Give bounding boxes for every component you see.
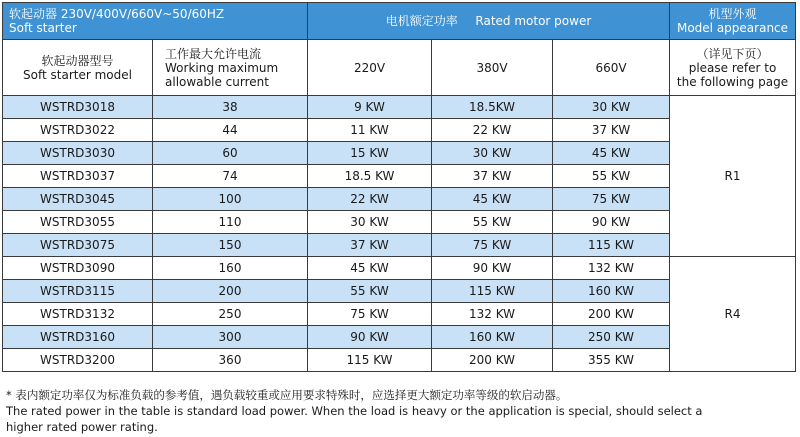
- header-row-sub: [3, 40, 796, 96]
- soft-starter-header-cn: 软起动器 230V/400V/660V~50/60HZ: [9, 7, 225, 21]
- power-380-cell: 115 KW: [432, 280, 553, 303]
- model-header-cn: 软起动器型号: [41, 53, 114, 68]
- power-660-cell: 37 KW: [553, 119, 670, 142]
- power-660-cell: 55 KW: [553, 165, 670, 188]
- current-header-cn: 工作最大允许电流: [165, 46, 262, 61]
- power-660-cell: 200 KW: [553, 303, 670, 326]
- power-380-cell: 75 KW: [432, 234, 553, 257]
- soft-starter-spec-table: [2, 2, 796, 372]
- power-380-cell: 200 KW: [432, 349, 553, 372]
- power-220-cell: 55 KW: [308, 280, 432, 303]
- model-cell: WSTRD3018: [3, 96, 153, 119]
- power-380-cell: 45 KW: [432, 188, 553, 211]
- soft-starter-header: [3, 3, 308, 40]
- table-row: [3, 257, 796, 280]
- model-cell: WSTRD3022: [3, 119, 153, 142]
- current-cell: 200: [153, 280, 308, 303]
- appearance-header-cn: 机型外观: [708, 7, 757, 21]
- power-380-cell: 160 KW: [432, 326, 553, 349]
- power-660-cell: 75 KW: [553, 188, 670, 211]
- appearance-r1-cell: R1: [670, 96, 796, 257]
- current-cell: 38: [153, 96, 308, 119]
- current-cell: 160: [153, 257, 308, 280]
- table-row: [3, 96, 796, 119]
- power-660-cell: 250 KW: [553, 326, 670, 349]
- current-header: [153, 40, 308, 96]
- footnote-en-line2: higher rated power rating.: [6, 420, 158, 434]
- power-220-cell: 115 KW: [308, 349, 432, 372]
- power-220-cell: 37 KW: [308, 234, 432, 257]
- power-380-cell: 30 KW: [432, 142, 553, 165]
- appearance-header: [670, 3, 796, 40]
- model-cell: WSTRD3200: [3, 349, 153, 372]
- voltage-660-header: 660V: [553, 40, 670, 96]
- refer-note-cn: （详见下页）: [696, 46, 769, 61]
- model-cell: WSTRD3132: [3, 303, 153, 326]
- current-cell: 60: [153, 142, 308, 165]
- rated-power-header: [308, 3, 670, 40]
- model-cell: WSTRD3030: [3, 142, 153, 165]
- footnote-en-line1: The rated power in the table is standard load power. When the load is heavy or the application is special, should select a: [6, 404, 703, 418]
- power-220-cell: 30 KW: [308, 211, 432, 234]
- rated-power-header-cn: 电机额定功率: [385, 14, 458, 28]
- model-header: [3, 40, 153, 96]
- current-cell: 250: [153, 303, 308, 326]
- voltage-380-header: 380V: [432, 40, 553, 96]
- power-220-cell: 45 KW: [308, 257, 432, 280]
- power-380-cell: 37 KW: [432, 165, 553, 188]
- power-660-cell: 45 KW: [553, 142, 670, 165]
- header-row-top: [3, 3, 796, 40]
- current-cell: 100: [153, 188, 308, 211]
- model-cell: WSTRD3075: [3, 234, 153, 257]
- current-cell: 110: [153, 211, 308, 234]
- model-cell: WSTRD3037: [3, 165, 153, 188]
- power-220-cell: 11 KW: [308, 119, 432, 142]
- power-660-cell: 115 KW: [553, 234, 670, 257]
- refer-note-en2: the following page: [676, 74, 789, 89]
- power-220-cell: 75 KW: [308, 303, 432, 326]
- power-220-cell: 9 KW: [308, 96, 432, 119]
- power-380-cell: 18.5KW: [432, 96, 553, 119]
- current-header-en2: allowable current: [165, 74, 269, 89]
- model-header-en: Soft starter model: [23, 67, 132, 82]
- current-cell: 74: [153, 165, 308, 188]
- power-660-cell: 355 KW: [553, 349, 670, 372]
- refer-note: [670, 40, 796, 96]
- footnote-cn: * 表内额定功率仅为标准负载的参考值，遇负载较重或应用要求特殊时，应选择更大额定功率等级的软启动器。: [6, 388, 568, 402]
- power-380-cell: 90 KW: [432, 257, 553, 280]
- power-380-cell: 55 KW: [432, 211, 553, 234]
- appearance-r4-cell: R4: [670, 257, 796, 372]
- current-cell: 44: [153, 119, 308, 142]
- current-cell: 150: [153, 234, 308, 257]
- power-380-cell: 22 KW: [432, 119, 553, 142]
- voltage-220-header: 220V: [308, 40, 432, 96]
- power-220-cell: 18.5 KW: [308, 165, 432, 188]
- power-220-cell: 22 KW: [308, 188, 432, 211]
- power-660-cell: 30 KW: [553, 96, 670, 119]
- model-cell: WSTRD3115: [3, 280, 153, 303]
- power-220-cell: 90 KW: [308, 326, 432, 349]
- soft-starter-header-en: Soft starter: [9, 21, 77, 35]
- power-660-cell: 160 KW: [553, 280, 670, 303]
- power-660-cell: 132 KW: [553, 257, 670, 280]
- model-cell: WSTRD3045: [3, 188, 153, 211]
- current-header-en1: Working maximum: [165, 60, 279, 75]
- appearance-header-en: Model appearance: [676, 21, 789, 35]
- model-cell: WSTRD3160: [3, 326, 153, 349]
- current-cell: 300: [153, 326, 308, 349]
- rated-power-header-en: Rated motor power: [475, 14, 592, 28]
- current-cell: 360: [153, 349, 308, 372]
- model-cell: WSTRD3090: [3, 257, 153, 280]
- power-660-cell: 90 KW: [553, 211, 670, 234]
- model-cell: WSTRD3055: [3, 211, 153, 234]
- refer-note-en1: please refer to: [688, 60, 777, 75]
- footnote: [6, 387, 796, 435]
- power-220-cell: 15 KW: [308, 142, 432, 165]
- power-380-cell: 132 KW: [432, 303, 553, 326]
